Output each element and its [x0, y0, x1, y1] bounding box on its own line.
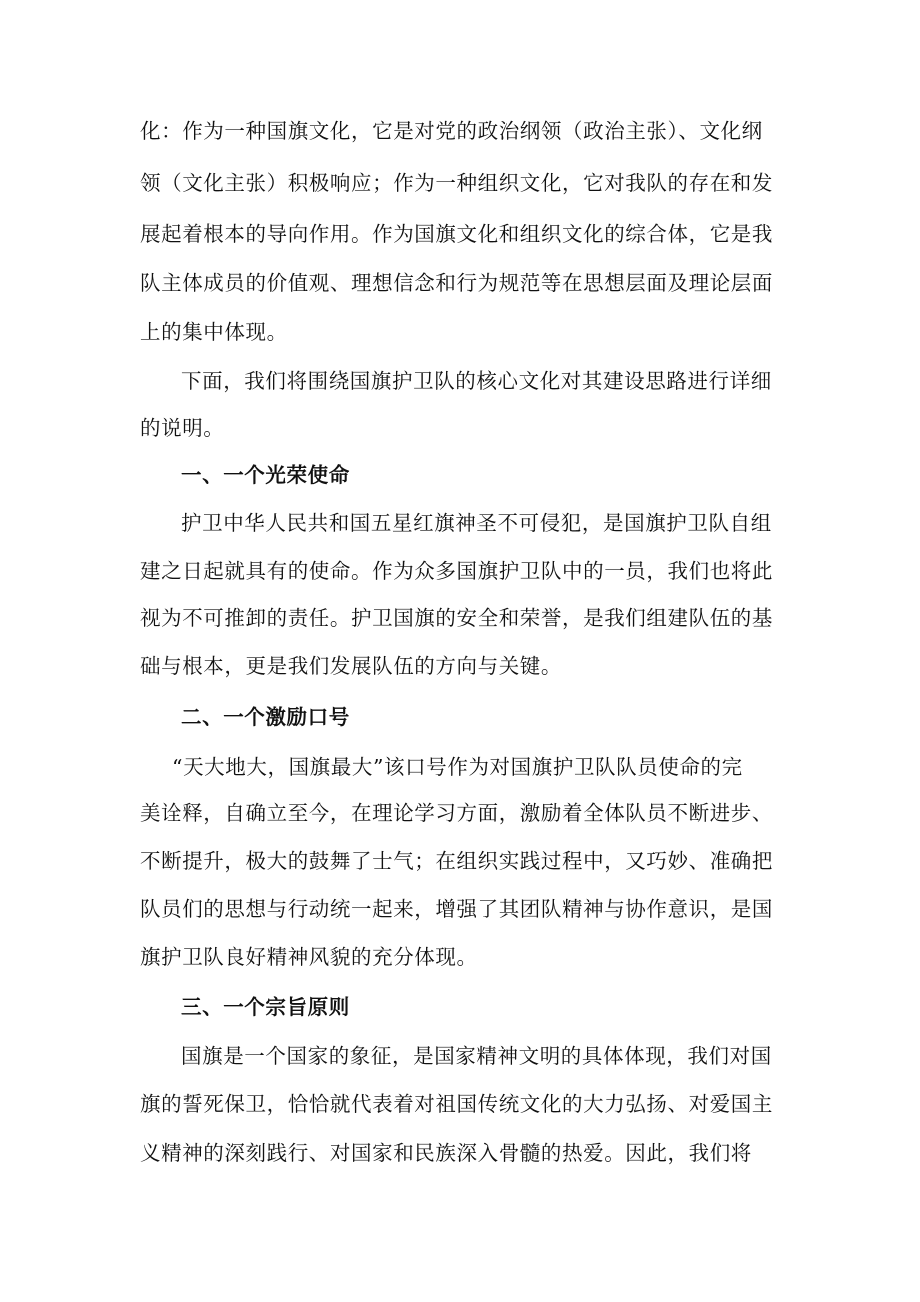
text-line: 旗的誓死保卫，恰恰就代表着对祖国传统文化的大力弘扬、对爱国主 [140, 1092, 773, 1116]
text-line: 建之日起就具有的使命。作为众多国旗护卫队中的一员，我们也将此 [140, 559, 773, 583]
text-line: 护卫中华人民共和国五星红旗神圣不可侵犯，是国旗护卫队自组 [181, 511, 772, 535]
text-line: 的说明。 [140, 416, 225, 440]
section-heading: 一、一个光荣使命 [181, 463, 350, 487]
text-line: 美诠释，自确立至今，在理论学习方面，激励着全体队员不断进步、 [140, 801, 773, 825]
section-heading: 三、一个宗旨原则 [181, 995, 350, 1019]
text-line: 化：作为一种国旗文化，它是对党的政治纲领（政治主张）、文化纲 [140, 119, 763, 143]
text-line: 上的集中体现。 [140, 320, 288, 344]
text-line: 旗护卫队良好精神风貌的充分体现。 [140, 945, 478, 969]
text-line: 视为不可推卸的责任。护卫国旗的安全和荣誉，是我们组建队伍的基 [140, 606, 773, 630]
text-line: 领（文化主张）积极响应；作为一种组织文化，它对我队的存在和发 [140, 171, 773, 195]
text-line: 队主体成员的价值观、理想信念和行为规范等在思想层面及理论层面 [140, 271, 773, 295]
text-line: 础与根本，更是我们发展队伍的方向与关键。 [140, 654, 562, 678]
text-line: “天大地大，国旗最大”该口号作为对国旗护卫队队员使命的完 [172, 755, 743, 779]
section-heading: 二、一个激励口号 [181, 705, 350, 729]
text-line: 展起着根本的导向作用。作为国旗文化和组织文化的综合体，它是我 [140, 222, 773, 246]
text-line: 义精神的深刻践行、对国家和民族深入骨髓的热爱。因此，我们将 [140, 1141, 752, 1165]
text-line: 下面，我们将围绕国旗护卫队的核心文化对其建设思路进行详细 [181, 369, 772, 393]
text-line: 国旗是一个国家的象征，是国家精神文明的具体体现，我们对国 [181, 1044, 772, 1068]
text-line: 队员们的思想与行动统一起来，增强了其团队精神与协作意识，是国 [140, 897, 773, 921]
text-line: 不断提升，极大的鼓舞了士气；在组织实践过程中，又巧妙、准确把 [140, 849, 773, 873]
